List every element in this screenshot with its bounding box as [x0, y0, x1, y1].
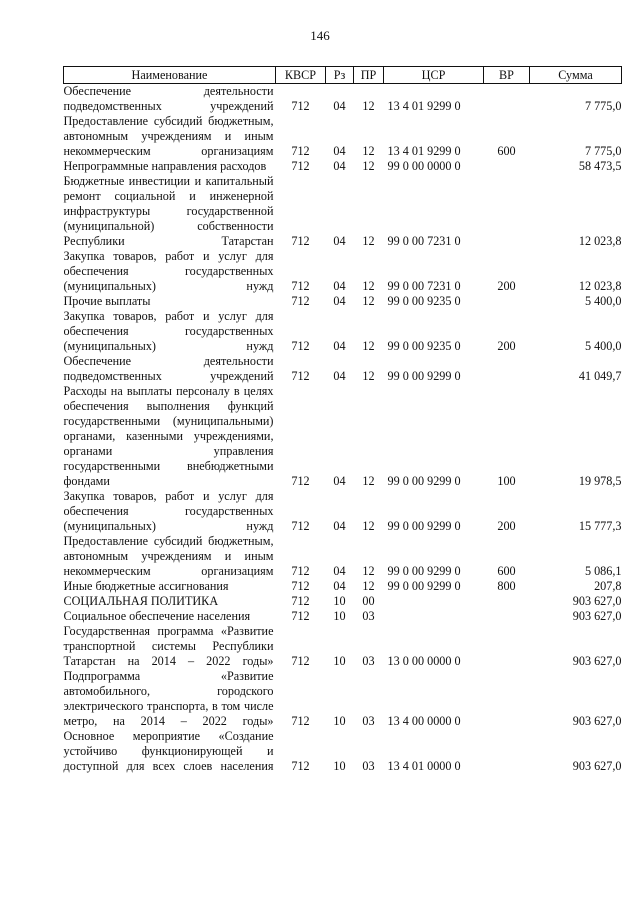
table-row	[64, 114, 622, 159]
row-name: Бюджетные инвестиции и капитальный ремонт социальной и инженерной инфраструктуры государственной (муниципальной) собственности Республики Татарстан	[63, 174, 274, 248]
header-name: Наименование	[64, 67, 276, 84]
row-kvsr: 712	[291, 234, 310, 248]
row-pr: 12	[362, 339, 375, 353]
table-row	[64, 534, 622, 579]
row-rz: 10	[333, 609, 346, 623]
row-csr: 99 0 00 9235 0	[387, 294, 461, 308]
row-csr: 99 0 00 9299 0	[387, 519, 461, 533]
header-csr: ЦСР	[384, 67, 484, 84]
row-vr	[484, 294, 530, 309]
row-vr	[484, 609, 530, 624]
table-row	[64, 354, 622, 384]
row-sum: 5 086,1	[584, 564, 622, 578]
row-kvsr: 712	[291, 339, 310, 353]
row-kvsr: 712	[291, 159, 310, 173]
table-body	[64, 84, 622, 775]
table-row	[64, 489, 622, 534]
row-vr	[484, 729, 530, 774]
header-vr: ВР	[484, 67, 530, 84]
row-name: Основное мероприятие «Создание устойчиво функционирующей и доступной для всех слоев населения	[63, 729, 274, 773]
row-csr: 99 0 00 7231 0	[387, 279, 461, 293]
row-vr: 800	[497, 579, 516, 593]
row-kvsr: 712	[291, 474, 310, 488]
row-name: Предоставление субсидий бюджетным, автономным учреждениям и иным некоммерческим организациям	[63, 534, 274, 578]
row-kvsr: 712	[291, 564, 310, 578]
row-vr	[484, 354, 530, 384]
row-csr: 99 0 00 0000 0	[387, 159, 461, 173]
row-sum: 903 627,0	[572, 654, 622, 668]
row-vr: 100	[497, 474, 516, 488]
table-row	[64, 669, 622, 729]
row-kvsr: 712	[291, 714, 310, 728]
row-vr: 200	[497, 279, 516, 293]
row-sum: 5 400,0	[584, 339, 622, 353]
row-sum: 41 049,7	[578, 369, 622, 383]
table-row	[64, 594, 622, 609]
table-row	[64, 729, 622, 774]
row-rz: 04	[333, 339, 346, 353]
row-vr	[484, 624, 530, 669]
row-rz: 04	[333, 144, 346, 158]
table-header	[64, 67, 622, 84]
row-pr: 12	[362, 369, 375, 383]
row-name: СОЦИАЛЬНАЯ ПОЛИТИКА	[63, 594, 219, 608]
row-pr: 12	[362, 564, 375, 578]
row-vr: 200	[497, 519, 516, 533]
header-rz: Рз	[326, 67, 354, 84]
row-csr	[384, 594, 484, 609]
row-kvsr: 712	[291, 654, 310, 668]
row-sum: 7 775,0	[584, 99, 622, 113]
row-vr	[484, 159, 530, 174]
budget-table-container	[63, 66, 621, 774]
row-pr: 12	[362, 234, 375, 248]
row-csr: 99 0 00 9235 0	[387, 339, 461, 353]
row-vr: 600	[497, 564, 516, 578]
table-row	[64, 309, 622, 354]
row-csr: 13 4 01 9299 0	[387, 144, 461, 158]
row-sum: 19 978,5	[578, 474, 622, 488]
header-sum: Сумма	[530, 67, 622, 84]
row-kvsr: 712	[291, 759, 310, 773]
row-csr: 13 4 01 0000 0	[387, 759, 461, 773]
row-sum: 903 627,0	[572, 594, 622, 608]
row-name: Закупка товаров, работ и услуг для обеспечения государственных (муниципальных) нужд	[63, 309, 274, 353]
row-csr: 13 0 00 0000 0	[387, 654, 461, 668]
row-csr: 99 0 00 9299 0	[387, 369, 461, 383]
row-csr: 99 0 00 9299 0	[387, 564, 461, 578]
row-sum: 903 627,0	[572, 714, 622, 728]
row-sum: 12 023,8	[578, 279, 622, 293]
row-csr	[384, 609, 484, 624]
row-pr: 12	[362, 294, 375, 308]
row-pr: 03	[362, 654, 375, 668]
row-pr: 03	[362, 609, 375, 623]
row-name: Прочие выплаты	[63, 294, 151, 308]
row-rz: 04	[333, 579, 346, 593]
row-kvsr: 712	[291, 519, 310, 533]
row-rz: 04	[333, 474, 346, 488]
row-pr: 12	[362, 579, 375, 593]
table-row	[64, 84, 622, 115]
row-vr: 200	[497, 339, 516, 353]
header-row	[64, 67, 622, 84]
table-row	[64, 294, 622, 309]
table-row	[64, 249, 622, 294]
row-vr	[484, 594, 530, 609]
row-name: Закупка товаров, работ и услуг для обеспечения государственных (муниципальных) нужд	[63, 249, 274, 293]
row-pr: 12	[362, 159, 375, 173]
row-csr: 13 4 01 9299 0	[387, 99, 461, 113]
row-kvsr: 712	[291, 99, 310, 113]
row-rz: 04	[333, 369, 346, 383]
page-number: 146	[310, 28, 330, 43]
row-pr: 00	[362, 594, 375, 608]
row-rz: 04	[333, 294, 346, 308]
row-name: Закупка товаров, работ и услуг для обеспечения государственных (муниципальных) нужд	[63, 489, 274, 533]
row-sum: 12 023,8	[578, 234, 622, 248]
row-name: Предоставление субсидий бюджетным, автономным учреждениям и иным некоммерческим организациям	[63, 114, 274, 158]
row-name: Непрограммные направления расходов	[63, 159, 267, 173]
row-name: Иные бюджетные ассигнования	[63, 579, 229, 593]
row-rz: 10	[333, 759, 346, 773]
row-name: Обеспечение деятельности подведомственных учреждений	[63, 84, 274, 113]
row-pr: 12	[362, 474, 375, 488]
row-pr: 03	[362, 714, 375, 728]
row-rz: 10	[333, 654, 346, 668]
row-kvsr: 712	[291, 279, 310, 293]
row-pr: 12	[362, 99, 375, 113]
row-sum: 7 775,0	[584, 144, 622, 158]
header-kvsr: КВСР	[276, 67, 326, 84]
table-row	[64, 579, 622, 594]
row-kvsr: 712	[291, 579, 310, 593]
table-row	[64, 174, 622, 249]
row-vr	[484, 174, 530, 249]
row-sum: 5 400,0	[584, 294, 622, 308]
row-kvsr: 712	[291, 294, 310, 308]
row-name: Социальное обеспечение населения	[63, 609, 251, 623]
table-row	[64, 624, 622, 669]
row-vr: 600	[497, 144, 516, 158]
row-pr: 12	[362, 519, 375, 533]
row-pr: 03	[362, 759, 375, 773]
row-rz: 04	[333, 99, 346, 113]
header-pr: ПР	[354, 67, 384, 84]
row-rz: 10	[333, 594, 346, 608]
row-csr: 99 0 00 7231 0	[387, 234, 461, 248]
row-kvsr: 712	[291, 609, 310, 623]
row-csr: 13 4 00 0000 0	[387, 714, 461, 728]
row-rz: 04	[333, 279, 346, 293]
row-sum: 58 473,5	[578, 159, 622, 173]
row-name: Подпрограмма «Развитие автомобильного, городского электрического транспорта, в том числе метро, на 2014 – 2022 годы»	[63, 669, 274, 728]
row-sum: 903 627,0	[572, 759, 622, 773]
table-row	[64, 609, 622, 624]
table-row	[64, 384, 622, 489]
row-pr: 12	[362, 279, 375, 293]
row-rz: 04	[333, 234, 346, 248]
table-row	[64, 159, 622, 174]
row-name: Обеспечение деятельности подведомственных учреждений	[63, 354, 274, 383]
row-name: Расходы на выплаты персоналу в целях обеспечения выполнения функций государственными (муниципальными) органами, казенными учреждениями, органами управления государственными внебюджетными фондами	[63, 384, 274, 488]
row-csr: 99 0 00 9299 0	[387, 579, 461, 593]
row-rz: 10	[333, 714, 346, 728]
row-name: Государственная программа «Развитие транспортной системы Республики Татарстан на 2014 – 2022 годы»	[63, 624, 274, 668]
row-vr	[484, 669, 530, 729]
row-pr: 12	[362, 144, 375, 158]
row-kvsr: 712	[291, 369, 310, 383]
row-kvsr: 712	[291, 594, 310, 608]
row-rz: 04	[333, 564, 346, 578]
row-rz: 04	[333, 159, 346, 173]
row-sum: 15 777,3	[578, 519, 622, 533]
row-vr	[484, 84, 530, 115]
row-csr: 99 0 00 9299 0	[387, 474, 461, 488]
row-rz: 04	[333, 519, 346, 533]
row-sum: 903 627,0	[572, 609, 622, 623]
row-kvsr: 712	[291, 144, 310, 158]
budget-table	[63, 66, 622, 774]
row-sum: 207,8	[594, 579, 622, 593]
